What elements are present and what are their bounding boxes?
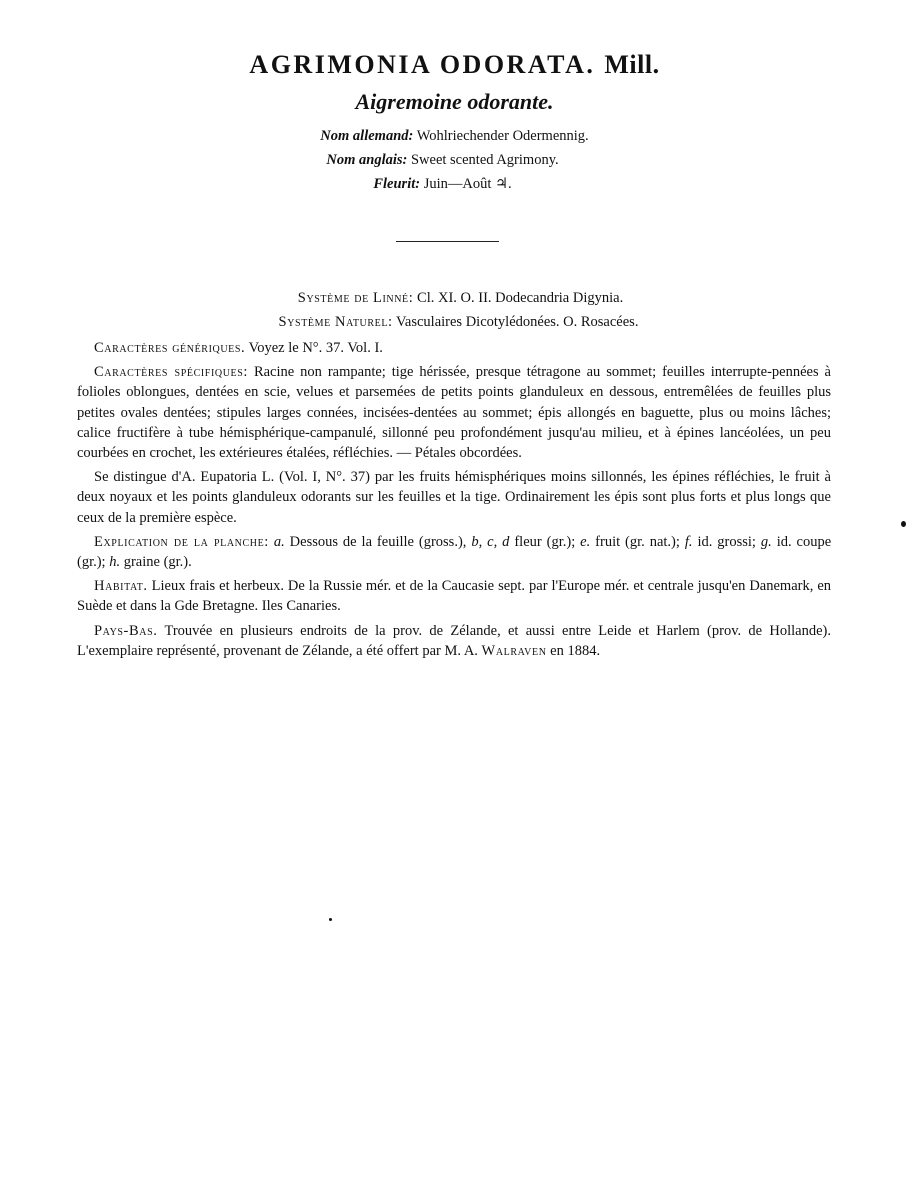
- netherlands-text: Trouvée en plusieurs endroits de la prov. de Zélande, et aussi entre Leide et Harlem (prov. de Hollande). L'exemplaire représenté, provenant de Zélande, a été offert par M. A.: [77, 622, 831, 659]
- plate-key-a: a.: [273, 533, 285, 550]
- plate-text-g: id. coupe (gr.);: [77, 533, 832, 571]
- flowering-value: Juin—Août ♃.: [423, 176, 512, 192]
- german-name-label: Nom allemand:: [320, 128, 414, 144]
- plate-key-g: g.: [760, 533, 772, 550]
- specific-characters-text: Racine non rampante; tige hérissée, presque tétragone au sommet; feuilles interrupte-pennées à folioles oblongues, dentées en scie, velues et parsemées de petits points glanduleux en dessous, entremêlées de feuilles plus petites ovales dentées; stipules larges connées, incisées-dentées au sommet; épis allongés en baguette, plus ou moins lâches; calice fructifère à tube hémisphérique-campanulé, sillonné peu profondément jusqu'au milieu, et à épines lancéolées, un peu courbées en crochet, les extérieures étalées, réfléchies. — Pétales obcordées.: [77, 364, 831, 462]
- species-name: AGRIMONIA ODORATA.: [249, 50, 596, 79]
- scan-speck: [329, 918, 332, 921]
- natural-system-line: [4, 314, 909, 331]
- species-title: [0, 50, 909, 80]
- distinguishing-text: Se distingue d'A. Eupatoria L. (Vol. I, N°. 37) par les fruits hémisphériques moins sillonnés, les épines réfléchies, le fruit à deux noyaux et les points glanduleux odorants sur les feuilles et la tige. Ordinairement les épis sont plus forts et plus longs que ceux de la première espèce.: [77, 469, 831, 526]
- donation-year: en 1884.: [550, 642, 601, 659]
- plate-key-bcd: b, c, d: [471, 533, 510, 550]
- natural-system-value: Vasculaires Dicotylédonées. O. Rosacées.: [396, 314, 639, 330]
- plate-text-bcd: fleur (gr.);: [514, 533, 576, 550]
- plate-explanation-label: Explication de la planche:: [94, 533, 269, 550]
- generic-characters-text: Voyez le N°. 37. Vol. I.: [248, 340, 383, 356]
- plate-text-e: fruit (gr. nat.);: [595, 533, 680, 550]
- german-name-line: [0, 128, 909, 145]
- linnaeus-system-line: [6, 290, 909, 307]
- section-divider: [396, 241, 499, 242]
- english-name-value: Sweet scented Agrimony.: [410, 152, 559, 168]
- plate-explanation-paragraph: [77, 532, 831, 572]
- description-body: [77, 338, 831, 665]
- specific-characters-label: Caractères spécifiques:: [94, 364, 249, 381]
- flowering-label: Fleurit:: [373, 176, 421, 192]
- english-name-line: [0, 152, 897, 169]
- flowering-line: [0, 176, 897, 193]
- plate-text-a: Dessous de la feuille (gross.),: [289, 533, 467, 550]
- habitat-paragraph: [77, 576, 831, 616]
- habitat-text: Lieux frais et herbeux. De la Russie mér. et de la Caucasie sept. par l'Europe mér. et centrale jusqu'en Danemark, en Suède et dans la Gde Bretagne. Iles Canaries.: [77, 578, 832, 615]
- distinguishing-paragraph: [77, 467, 831, 528]
- linnaeus-system-value: Cl. XI. O. II. Dodecandria Digynia.: [417, 290, 624, 306]
- netherlands-paragraph: [77, 621, 831, 661]
- scan-speck: [901, 521, 906, 527]
- donor-name: Walraven: [481, 642, 547, 659]
- linnaeus-system-label: Système de Linné:: [297, 290, 414, 306]
- plate-key-h: h.: [109, 554, 121, 571]
- plate-key-f: f.: [684, 533, 693, 550]
- natural-system-label: Système Naturel:: [278, 314, 393, 330]
- specific-characters-paragraph: [77, 362, 831, 463]
- habitat-label: Habitat.: [94, 578, 148, 595]
- plate-text-f: id. grossi;: [697, 533, 756, 550]
- english-name-label: Nom anglais:: [326, 152, 408, 168]
- species-author: Mill.: [604, 50, 660, 79]
- plate-text-h: graine (gr.).: [123, 554, 192, 571]
- plate-key-e: e.: [580, 533, 591, 550]
- generic-characters-paragraph: [77, 338, 831, 358]
- netherlands-label: Pays-Bas.: [94, 622, 158, 639]
- french-name: Aigremoine odorante.: [355, 89, 554, 114]
- german-name-value: Wohlriechender Odermennig.: [416, 128, 589, 144]
- generic-characters-label: Caractères génériques.: [94, 340, 246, 356]
